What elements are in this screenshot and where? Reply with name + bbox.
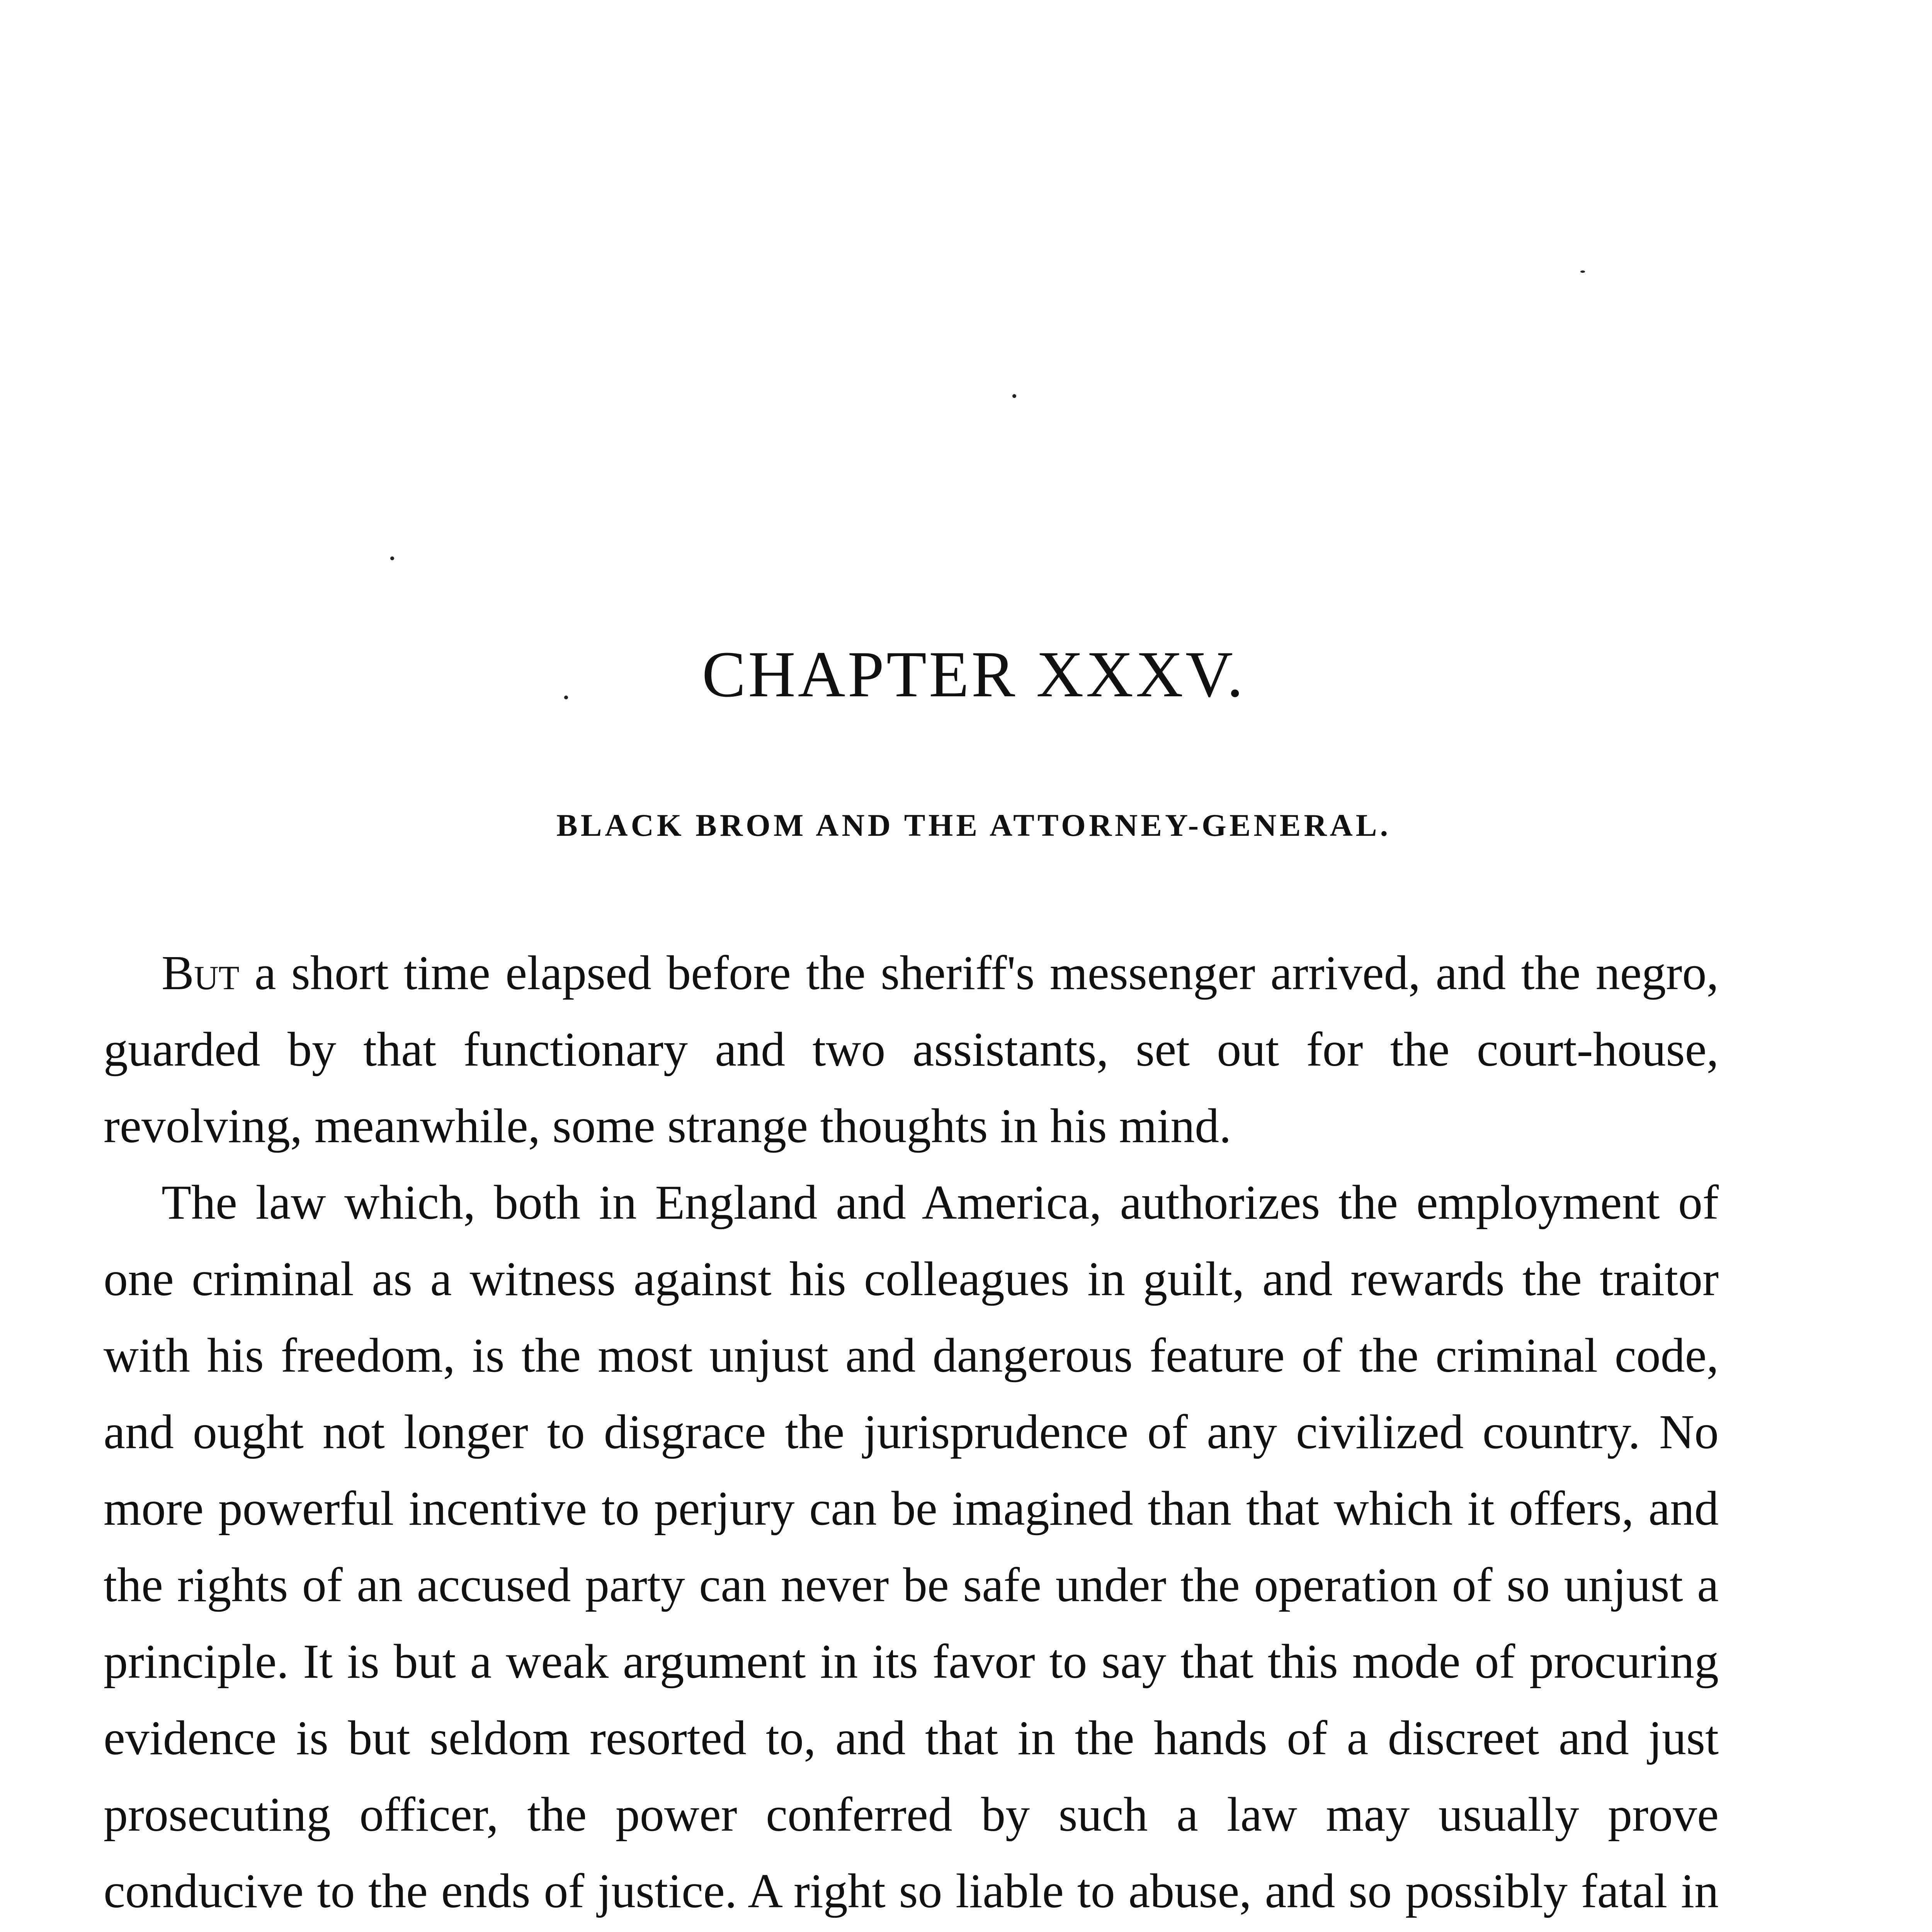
page-speck	[1580, 270, 1585, 273]
paragraph-text: The law which, both in England and America, authorizes the employment of one criminal as a witness against his colleagues in guilt, and rewards the traitor with his freedom, is the most unjust and dangerous feature of the criminal code, and ought not longer to disgrace the jurisprudence of any civilized country. No more powerful incentive to perjury can be imagined than that which it offers, and the rights of an accused party can never be safe under the operation of so unjust a principle. It is but a weak argument in its favor to say that this mode of procuring evidence is but seldom resorted to, and that in the hands of a discreet and just prosecuting officer, the power conferred by such a law may usually prove conducive to the ends of justice. A right so liable to abuse, and so possibly fatal in	[104, 1176, 1719, 1918]
paragraph	[104, 1165, 1719, 1932]
paragraph	[104, 935, 1719, 1165]
paragraph-text: a short time elapsed before the sheriff's messenger arrived, and the negro, guarded by that functionary and two assistants, set out for the court-house, revolving, meanwhile, some strange thoughts in his mind.	[104, 946, 1719, 1153]
page-speck	[390, 556, 394, 560]
paragraph-lead-word: But	[162, 946, 240, 1000]
chapter-subtitle: BLACK BROM AND THE ATTORNEY-GENERAL.	[556, 808, 1391, 843]
page-speck	[1012, 394, 1016, 398]
chapter-body	[104, 935, 1719, 1932]
chapter-title: CHAPTER XXXV.	[702, 638, 1246, 711]
